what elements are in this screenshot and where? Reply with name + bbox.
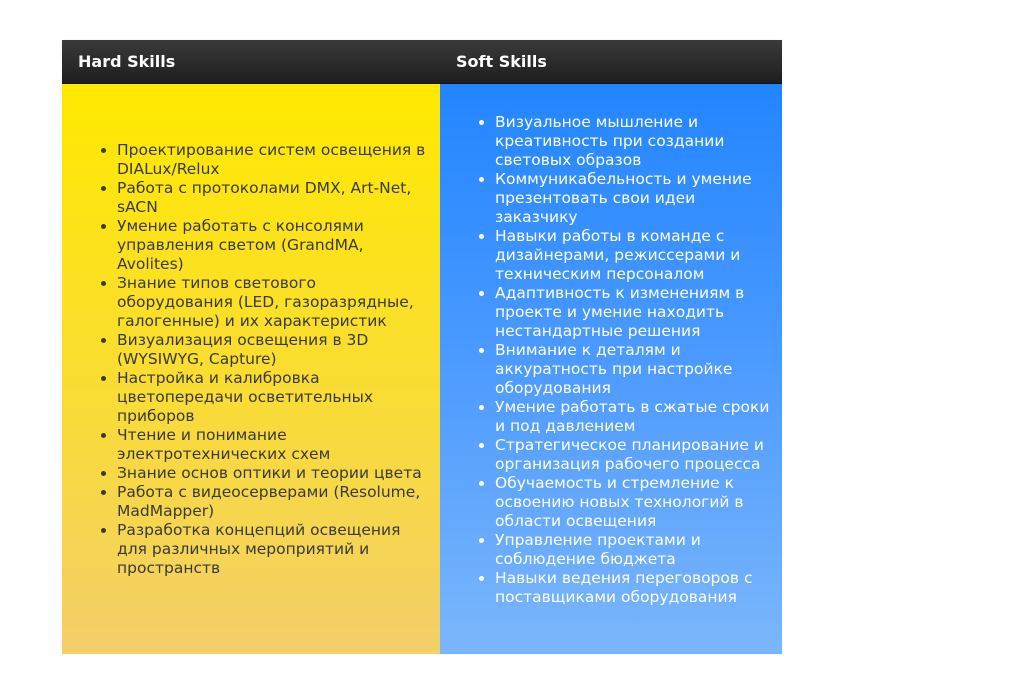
hard-skills-list (62, 141, 440, 578)
hard-skill-item: • Проектирование систем освещения в DIALux/Relux (117, 141, 430, 179)
hard-skill-item: • Чтение и понимание электротехнических схем (117, 426, 430, 464)
soft-skill-item: • Обучаемость и стремление к освоению новых технологий в области освещения (495, 474, 772, 531)
hard-skill-item: • Знание типов светового оборудования (LED, газоразрядные, галогенные) и их характеристик (117, 274, 430, 331)
soft-skill-item: • Стратегическое планирование и организация рабочего процесса (495, 436, 772, 474)
hard-skill-item: • Визуализация освещения в 3D (WYSIWYG, Capture) (117, 331, 430, 369)
hard-skill-item: • Работа с видеосерверами (Resolume, MadMapper) (117, 483, 430, 521)
hard-skills-heading: Hard Skills (78, 52, 176, 71)
hard-skill-item: • Настройка и калибровка цветопередачи осветительных приборов (117, 369, 430, 426)
hard-skill-item: • Разработка концепций освещения для различных мероприятий и пространств (117, 521, 430, 578)
soft-skill-item: • Адаптивность к изменениям в проекте и умение находить нестандартные решения (495, 284, 772, 341)
hard-skills-column (62, 84, 440, 654)
soft-skill-item: • Навыки ведения переговоров с поставщиками оборудования (495, 569, 772, 607)
soft-skills-column (440, 84, 782, 654)
soft-skill-item: • Навыки работы в команде с дизайнерами, режиссерами и техническим персоналом (495, 227, 772, 284)
table-body (62, 84, 782, 654)
soft-skills-heading: Soft Skills (456, 52, 547, 71)
hard-skill-item: • Работа с протоколами DMX, Art-Net, sACN (117, 179, 430, 217)
soft-skill-item: • Визуальное мышление и креативность при создании световых образов (495, 113, 772, 170)
hard-skill-item: • Знание основ оптики и теории цвета (117, 464, 430, 483)
soft-skill-item: • Внимание к деталям и аккуратность при настройке оборудования (495, 341, 772, 398)
soft-skill-item: • Коммуникабельность и умение презентовать свои идеи заказчику (495, 170, 772, 227)
hard-skill-item: • Умение работать с консолями управления светом (GrandMA, Avolites) (117, 217, 430, 274)
soft-skill-item: • Управление проектами и соблюдение бюджета (495, 531, 772, 569)
table-header (62, 40, 782, 84)
skills-table (62, 40, 782, 654)
soft-skill-item: • Умение работать в сжатые сроки и под давлением (495, 398, 772, 436)
soft-skills-list (440, 113, 782, 607)
